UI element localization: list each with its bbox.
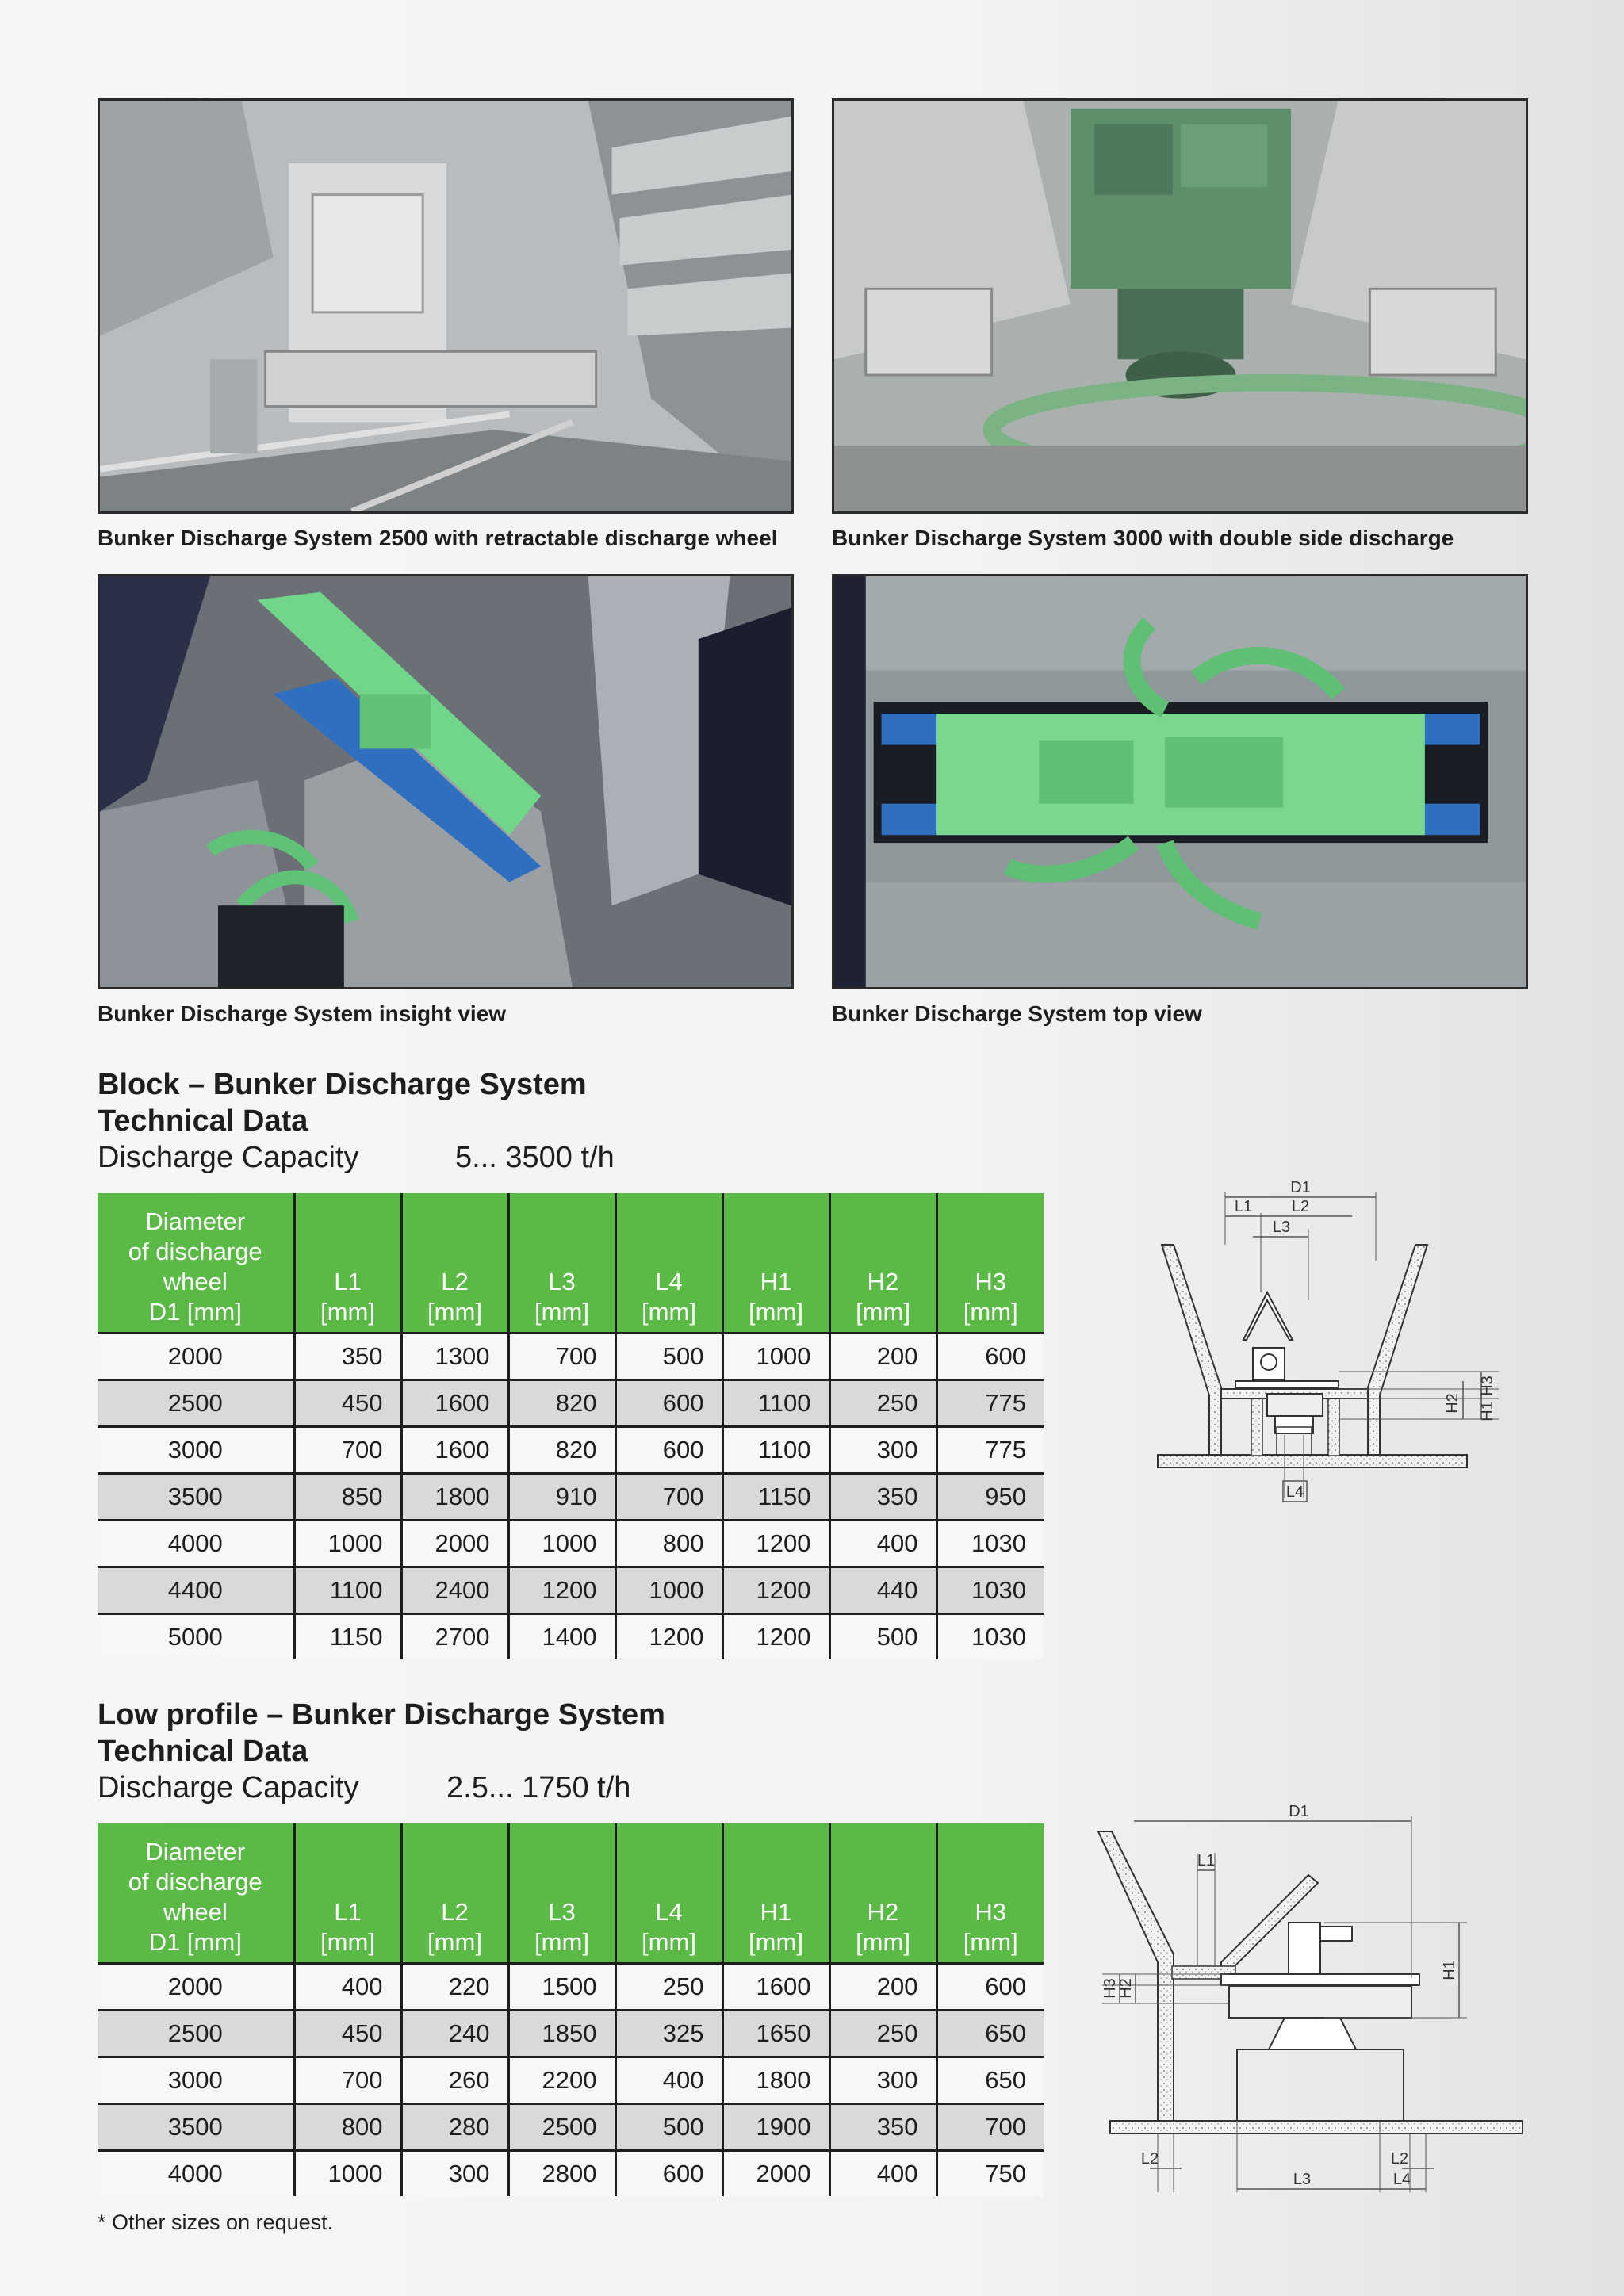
table-cell-diameter: 2000 [98, 1963, 294, 2010]
table-cell: 750 [936, 2150, 1044, 2196]
table-cell: 350 [829, 2103, 936, 2150]
header-l1: L1 [mm] [294, 1823, 401, 1963]
photo-top-view [832, 574, 1528, 989]
low-diagram-l1: L1 [1197, 1852, 1216, 1869]
table-cell: 1030 [936, 1613, 1044, 1659]
table-cell: 450 [294, 1380, 401, 1426]
table-cell: 1400 [508, 1613, 615, 1659]
table-cell: 1150 [294, 1613, 401, 1659]
table-cell: 2000 [722, 2150, 829, 2196]
table-cell: 500 [615, 2103, 722, 2150]
table-row [98, 1567, 1044, 1613]
table-row [98, 1380, 1044, 1426]
table-cell: 1600 [722, 1963, 829, 2010]
table-cell-diameter: 2500 [98, 2010, 294, 2057]
low-profile-system-diagram [1086, 1796, 1530, 2208]
block-diagram-h2: H2 [1444, 1393, 1461, 1414]
table-cell: 1600 [401, 1380, 508, 1426]
header-l2: L2 [mm] [401, 1823, 508, 1963]
table-cell: 1600 [401, 1426, 508, 1473]
table-cell: 950 [936, 1473, 1044, 1520]
low-diagram-l4: L4 [1392, 2171, 1411, 2188]
block-diagram-l4: L4 [1285, 1483, 1304, 1501]
table-row [98, 1333, 1044, 1380]
table-cell: 1150 [722, 1473, 829, 1520]
table-cell-diameter: 4000 [98, 2150, 294, 2196]
footnote: * Other sizes on request. [98, 2210, 334, 2234]
table-cell: 800 [615, 1520, 722, 1567]
table-cell: 1200 [615, 1613, 722, 1659]
block-diagram-l1: L1 [1234, 1198, 1253, 1215]
block-diagram-l3: L3 [1272, 1219, 1291, 1236]
table-cell: 250 [829, 1380, 936, 1426]
table-cell: 700 [294, 2057, 401, 2103]
table-cell-diameter: 5000 [98, 1613, 294, 1659]
table-cell: 700 [615, 1473, 722, 1520]
table-cell: 440 [829, 1567, 936, 1613]
table-cell: 2200 [508, 2057, 615, 2103]
table-cell: 910 [508, 1473, 615, 1520]
photo-retractable-wheel [98, 98, 794, 514]
table-cell: 280 [401, 2103, 508, 2150]
table-cell-diameter: 3000 [98, 1426, 294, 1473]
table-cell: 200 [829, 1333, 936, 1380]
table-row [98, 1963, 1044, 2010]
table-cell: 220 [401, 1963, 508, 2010]
table-cell: 350 [294, 1333, 401, 1380]
table-cell: 1000 [722, 1333, 829, 1380]
low-capacity-value: 2.5... 1750 t/h [446, 1771, 631, 1804]
table-row [98, 2103, 1044, 2150]
table-cell-diameter: 2000 [98, 1333, 294, 1380]
block-system-diagram [1150, 1181, 1530, 1594]
table-cell: 1030 [936, 1567, 1044, 1613]
low-diagram-h3: H3 [1101, 1978, 1119, 1999]
table-cell: 1100 [722, 1426, 829, 1473]
table-cell: 1030 [936, 1520, 1044, 1567]
header-l4: L4 [mm] [615, 1193, 722, 1333]
table-cell: 1000 [508, 1520, 615, 1567]
table-cell: 400 [294, 1963, 401, 2010]
table-cell: 650 [936, 2057, 1044, 2103]
header-h1: H1 [mm] [722, 1823, 829, 1963]
header-h2: H2 [mm] [829, 1193, 936, 1333]
low-capacity-label: Discharge Capacity [98, 1771, 359, 1804]
header-l3: L3 [mm] [508, 1193, 615, 1333]
table-cell: 1000 [294, 2150, 401, 2196]
table-cell: 400 [829, 1520, 936, 1567]
low-diagram-h1: H1 [1441, 1960, 1458, 1980]
table-cell: 1100 [722, 1380, 829, 1426]
table-cell: 1300 [401, 1333, 508, 1380]
table-cell: 800 [294, 2103, 401, 2150]
table-cell: 2700 [401, 1613, 508, 1659]
table-row [98, 1473, 1044, 1520]
table-cell: 700 [936, 2103, 1044, 2150]
table-row [98, 1426, 1044, 1473]
block-capacity-value: 5... 3500 t/h [455, 1141, 615, 1174]
photo-insight-view [98, 574, 794, 989]
table-cell: 400 [829, 2150, 936, 2196]
table-cell: 300 [829, 1426, 936, 1473]
header-diameter: Diameter of discharge wheel D1 [mm] [98, 1193, 294, 1333]
block-diagram-d1: D1 [1290, 1181, 1311, 1196]
header-h1: H1 [mm] [722, 1193, 829, 1333]
header-h3: H3 [mm] [936, 1193, 1044, 1333]
block-technical-table [98, 1193, 1044, 1659]
table-row [98, 1613, 1044, 1659]
table-cell: 650 [936, 2010, 1044, 2057]
low-technical-table [98, 1823, 1044, 2196]
table-cell: 600 [936, 1333, 1044, 1380]
caption-photo-3: Bunker Discharge System insight view [98, 1001, 507, 1026]
table-cell: 700 [294, 1426, 401, 1473]
table-row [98, 2010, 1044, 2057]
header-l1: L1 [mm] [294, 1193, 401, 1333]
table-cell: 1900 [722, 2103, 829, 2150]
block-diagram-h3: H3 [1479, 1376, 1496, 1396]
table-cell: 600 [615, 2150, 722, 2196]
low-technical-data-heading: Technical Data [98, 1735, 308, 1768]
table-cell: 500 [615, 1333, 722, 1380]
table-cell: 2000 [401, 1520, 508, 1567]
table-cell: 1000 [294, 1520, 401, 1567]
header-h2: H2 [mm] [829, 1823, 936, 1963]
table-cell-diameter: 4400 [98, 1567, 294, 1613]
table-cell: 1500 [508, 1963, 615, 2010]
table-cell: 300 [829, 2057, 936, 2103]
table-cell: 1200 [722, 1567, 829, 1613]
table-cell: 1800 [401, 1473, 508, 1520]
table-row [98, 2150, 1044, 2196]
low-diagram-d1: D1 [1289, 1803, 1309, 1820]
header-diameter: Diameter of discharge wheel D1 [mm] [98, 1823, 294, 1963]
table-cell: 820 [508, 1380, 615, 1426]
table-cell: 2400 [401, 1567, 508, 1613]
table-cell: 500 [829, 1613, 936, 1659]
table-cell: 820 [508, 1426, 615, 1473]
table-cell: 300 [401, 2150, 508, 2196]
block-diagram-l2: L2 [1291, 1198, 1310, 1215]
caption-photo-1: Bunker Discharge System 2500 with retractable discharge wheel [98, 526, 778, 550]
photo-double-side-discharge [832, 98, 1528, 514]
table-cell: 850 [294, 1473, 401, 1520]
low-diagram-h2: H2 [1117, 1978, 1135, 1999]
caption-photo-4: Bunker Discharge System top view [832, 1001, 1202, 1026]
block-diagram-h1: H1 [1479, 1401, 1496, 1422]
table-cell-diameter: 4000 [98, 1520, 294, 1567]
table-cell: 2500 [508, 2103, 615, 2150]
header-l3: L3 [mm] [508, 1823, 615, 1963]
low-diagram-l2-left: L2 [1140, 2150, 1159, 2168]
low-section-title: Low profile – Bunker Discharge System [98, 1698, 665, 1732]
header-l4: L4 [mm] [615, 1823, 722, 1963]
table-cell: 600 [615, 1380, 722, 1426]
table-cell: 1200 [722, 1613, 829, 1659]
table-cell: 1800 [722, 2057, 829, 2103]
table-cell: 775 [936, 1380, 1044, 1426]
table-cell: 200 [829, 1963, 936, 2010]
table-cell: 1000 [615, 1567, 722, 1613]
table-cell: 325 [615, 2010, 722, 2057]
table-row [98, 2057, 1044, 2103]
table-cell: 1200 [722, 1520, 829, 1567]
table-cell: 600 [936, 1963, 1044, 2010]
table-cell: 350 [829, 1473, 936, 1520]
table-cell-diameter: 2500 [98, 1380, 294, 1426]
table-cell: 1850 [508, 2010, 615, 2057]
block-technical-data-heading: Technical Data [98, 1104, 308, 1138]
header-h3: H3 [mm] [936, 1823, 1044, 1963]
table-cell: 775 [936, 1426, 1044, 1473]
low-diagram-l2-right: L2 [1390, 2150, 1409, 2168]
block-capacity-label: Discharge Capacity [98, 1141, 359, 1174]
header-l2: L2 [mm] [401, 1193, 508, 1333]
table-cell: 1200 [508, 1567, 615, 1613]
table-cell: 250 [615, 1963, 722, 2010]
table-cell: 600 [615, 1426, 722, 1473]
table-cell: 260 [401, 2057, 508, 2103]
table-cell: 1100 [294, 1567, 401, 1613]
table-cell: 400 [615, 2057, 722, 2103]
table-cell-diameter: 3500 [98, 2103, 294, 2150]
table-cell-diameter: 3000 [98, 2057, 294, 2103]
low-diagram-l3: L3 [1293, 2171, 1312, 2188]
table-cell: 2800 [508, 2150, 615, 2196]
table-cell: 700 [508, 1333, 615, 1380]
table-cell: 1650 [722, 2010, 829, 2057]
table-cell-diameter: 3500 [98, 1473, 294, 1520]
table-cell: 450 [294, 2010, 401, 2057]
caption-photo-2: Bunker Discharge System 3000 with double side discharge [832, 526, 1454, 550]
block-section-title: Block – Bunker Discharge System [98, 1068, 587, 1101]
table-cell: 250 [829, 2010, 936, 2057]
table-cell: 240 [401, 2010, 508, 2057]
table-row [98, 1520, 1044, 1567]
